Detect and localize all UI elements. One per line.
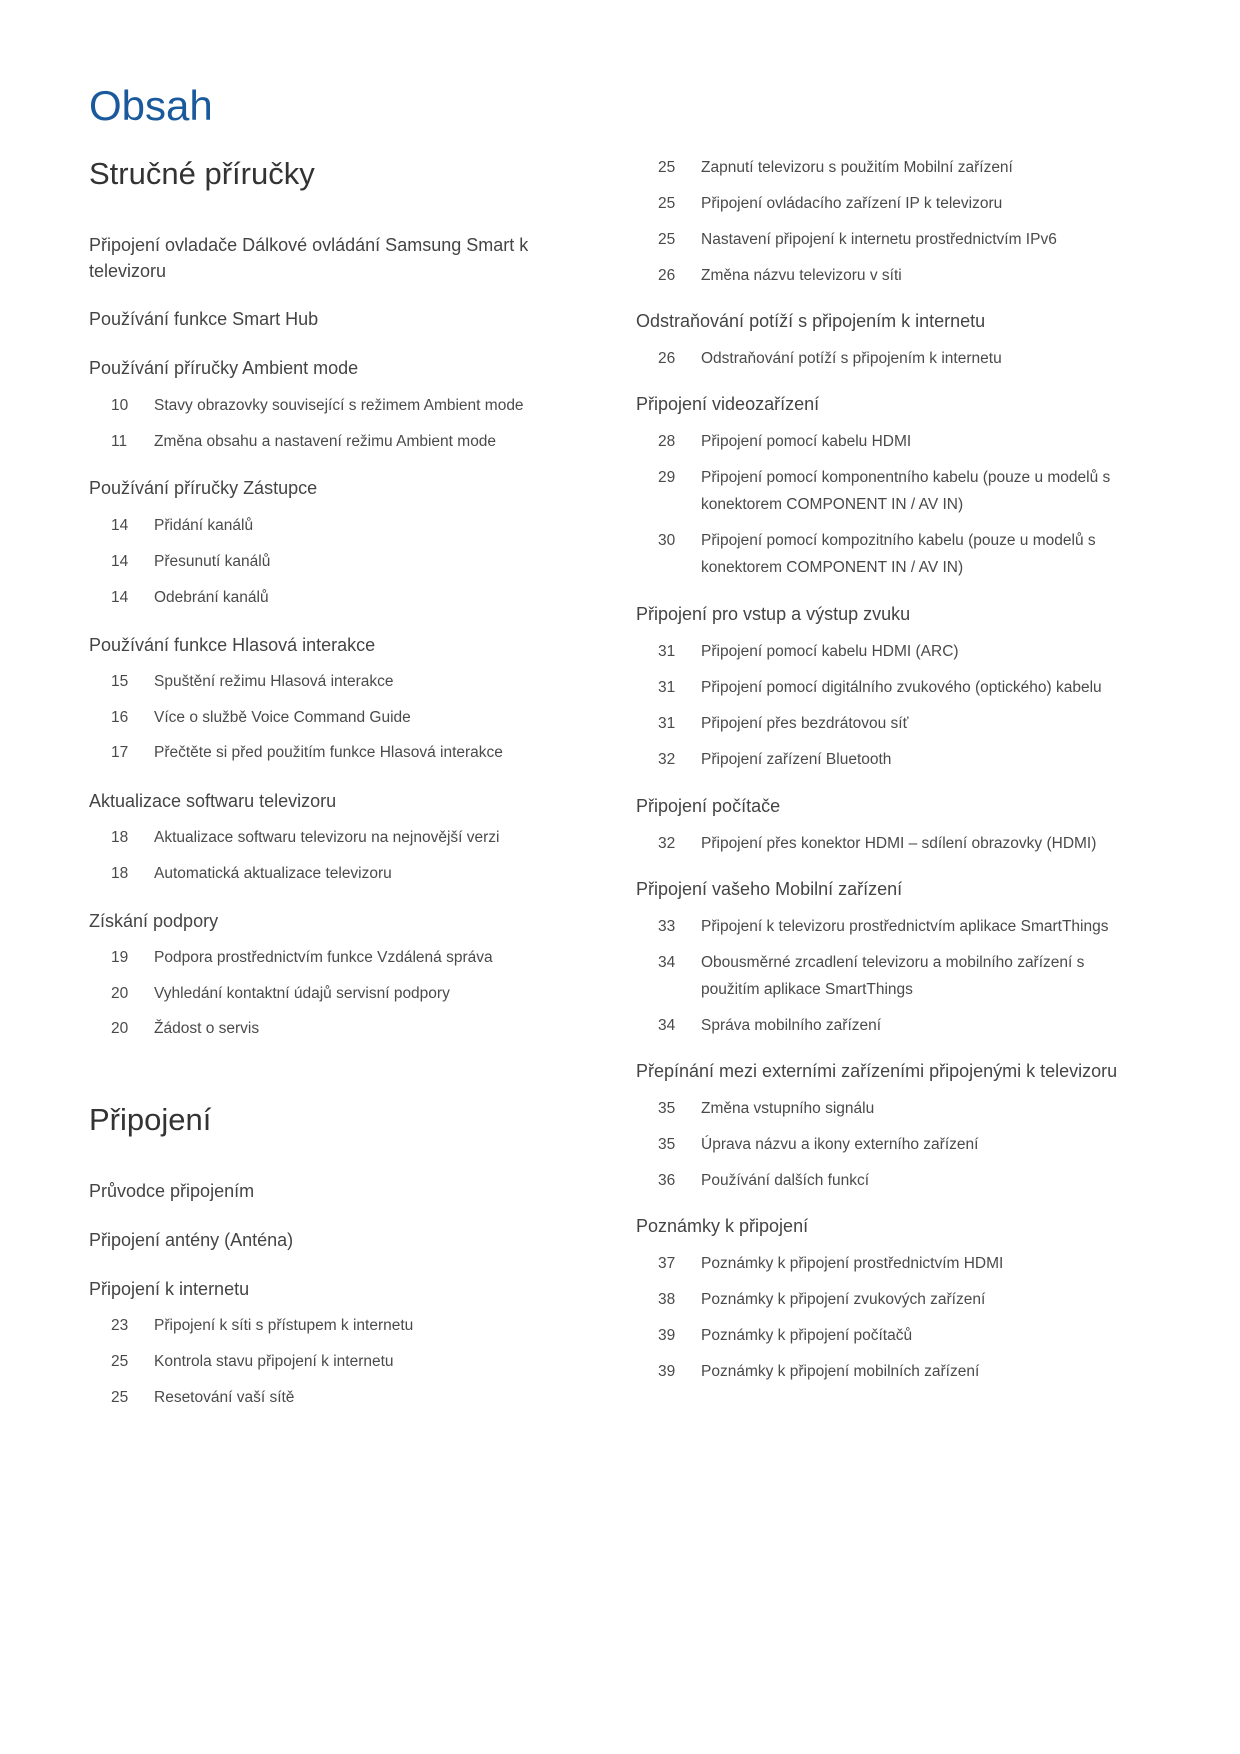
toc-section[interactable]: Používání funkce Smart Hub [89,309,319,329]
toc-entry-text: Úprava názvu a ikony externího zařízení [701,1136,979,1153]
toc-page-number: 33 [658,918,676,935]
toc-entry-text: Aktualizace softwaru televizoru na nejnovější verzi [154,829,500,846]
toc-page-number: 10 [111,397,129,414]
part-title-connections: Připojení [89,1102,212,1137]
page-title: Obsah [89,82,213,129]
toc-page-number: 25 [111,1353,129,1370]
toc-entry-text: Spuštění režimu Hlasová interakce [154,673,394,690]
toc-entry-text: Poznámky k připojení prostřednictvím HDMI [701,1255,1004,1272]
toc-entry-text: Resetování vaší sítě [154,1389,295,1406]
toc-entry-text: Odebrání kanálů [154,589,269,606]
toc-entry-text: Obousměrné zrcadlení televizoru a mobilního zařízení s použitím aplikace SmartThings [701,954,1085,998]
toc-section[interactable]: Aktualizace softwaru televizoru [89,791,337,811]
toc-section[interactable]: Připojení pro vstup a výstup zvuku [636,604,911,624]
toc-entry-text: Poznámky k připojení počítačů [701,1327,913,1344]
toc-section[interactable]: Používání příručky Ambient mode [89,358,359,378]
toc-page-number: 35 [658,1100,676,1117]
toc-page-number: 17 [111,744,129,761]
toc-section[interactable]: Připojení k internetu [89,1279,250,1299]
toc-page-number: 18 [111,865,129,882]
toc-entry-text: Připojení přes konektor HDMI – sdílení obrazovky (HDMI) [701,835,1097,852]
toc-page-number: 11 [111,433,128,450]
toc-entry-text: Poznámky k připojení mobilních zařízení [701,1363,980,1380]
toc-entry-text: Správa mobilního zařízení [701,1017,882,1034]
toc-page-number: 30 [658,532,676,549]
toc-page-number: 34 [658,1017,676,1034]
toc-section[interactable]: Připojení vašeho Mobilní zařízení [636,879,903,899]
toc-page-number: 18 [111,829,129,846]
toc-page-number: 25 [658,159,676,176]
toc-entry-text: Automatická aktualizace televizoru [154,865,392,882]
toc-page-number: 38 [658,1291,676,1308]
toc-entry-text: Odstraňování potíží s připojením k internetu [701,350,1002,367]
toc-page-number: 39 [658,1327,676,1344]
toc-entry-text: Nastavení připojení k internetu prostřednictvím IPv6 [701,231,1057,248]
toc-section[interactable]: Průvodce připojením [89,1181,255,1201]
toc-page-number: 26 [658,267,676,284]
toc-section[interactable]: Připojení ovladače Dálkové ovládání Samsung Smart k televizoru [89,235,529,281]
toc-section[interactable]: Poznámky k připojení [636,1216,809,1236]
toc-page-number: 26 [658,350,676,367]
toc-entry-text: Změna názvu televizoru v síti [701,267,902,284]
toc-page-number: 16 [111,709,129,726]
toc-entry-text: Poznámky k připojení zvukových zařízení [701,1291,986,1308]
toc-page-number: 20 [111,1020,129,1037]
toc-page-number: 15 [111,673,129,690]
toc-page-number: 32 [658,751,676,768]
toc-page-number: 31 [658,643,676,660]
toc-page-number: 34 [658,954,676,971]
toc-entry-text: Více o službě Voice Command Guide [154,709,411,726]
toc-entry-text: Připojení pomocí kabelu HDMI (ARC) [701,643,959,660]
toc-page-number: 19 [111,949,129,966]
toc-page-number: 29 [658,469,676,486]
toc-entry-text: Připojení k síti s přístupem k internetu [154,1317,414,1334]
toc-entry-text: Změna obsahu a nastavení režimu Ambient mode [154,433,497,450]
toc-entry-text: Žádost o servis [154,1020,260,1037]
toc-entry-text: Připojení pomocí digitálního zvukového (optického) kabelu [701,679,1102,696]
toc-entry-text: Připojení přes bezdrátovou síť [701,715,909,732]
toc-section[interactable]: Odstraňování potíží s připojením k internetu [636,311,986,331]
toc-page-number: 25 [658,195,676,212]
toc-page-number: 28 [658,433,676,450]
toc-entry-text: Připojení pomocí kabelu HDMI [701,433,912,450]
toc-page-number: 25 [111,1389,129,1406]
toc-entry-text: Připojení k televizoru prostřednictvím aplikace SmartThings [701,918,1109,935]
toc-page-number: 14 [111,553,129,570]
toc-section[interactable]: Používání funkce Hlasová interakce [89,635,376,655]
toc-entry-text: Vyhledání kontaktní údajů servisní podpory [154,985,450,1002]
toc-entry-text: Připojení pomocí kompozitního kabelu (pouze u modelů s konektorem COMPONENT IN / AV IN) [701,532,1096,576]
toc-entry-text: Zapnutí televizoru s použitím Mobilní zařízení [701,159,1013,176]
toc-entry-text: Připojení pomocí komponentního kabelu (pouze u modelů s konektorem COMPONENT IN / AV IN) [701,469,1111,513]
toc-page-number: 37 [658,1255,676,1272]
toc-section[interactable]: Připojení počítače [636,796,781,816]
toc-entry-text: Podpora prostřednictvím funkce Vzdálená správa [154,949,493,966]
toc-page-number: 31 [658,679,676,696]
toc-entry-text: Přečtěte si před použitím funkce Hlasová interakce [154,744,503,761]
toc-page-number: 25 [658,231,676,248]
toc-page-number: 20 [111,985,129,1002]
toc-entry-text: Stavy obrazovky související s režimem Ambient mode [154,397,524,414]
toc-page-number: 14 [111,589,129,606]
toc-entry-text: Připojení ovládacího zařízení IP k televizoru [701,195,1003,212]
toc-page-number: 32 [658,835,676,852]
toc-page-number: 39 [658,1363,676,1380]
toc-entry-text: Používání dalších funkcí [701,1172,870,1189]
toc-page-number: 31 [658,715,676,732]
toc-section[interactable]: Používání příručky Zástupce [89,478,318,498]
toc-entry-text: Přidání kanálů [154,517,254,534]
toc-entry-text: Přesunutí kanálů [154,553,271,570]
toc-entry-text: Změna vstupního signálu [701,1100,875,1117]
toc-page-number: 23 [111,1317,129,1334]
toc-page-number: 36 [658,1172,676,1189]
toc-section[interactable]: Přepínání mezi externími zařízeními připojenými k televizoru [636,1061,1118,1081]
toc-entry-text: Kontrola stavu připojení k internetu [154,1353,394,1370]
toc-page-number: 35 [658,1136,676,1153]
part-title-quick: Stručné příručky [89,156,315,191]
toc-section[interactable]: Získání podpory [89,911,219,931]
toc-section[interactable]: Připojení videozařízení [636,394,820,414]
toc-page-number: 14 [111,517,129,534]
toc-entry-text: Připojení zařízení Bluetooth [701,751,892,768]
toc-section[interactable]: Připojení antény (Anténa) [89,1230,294,1250]
